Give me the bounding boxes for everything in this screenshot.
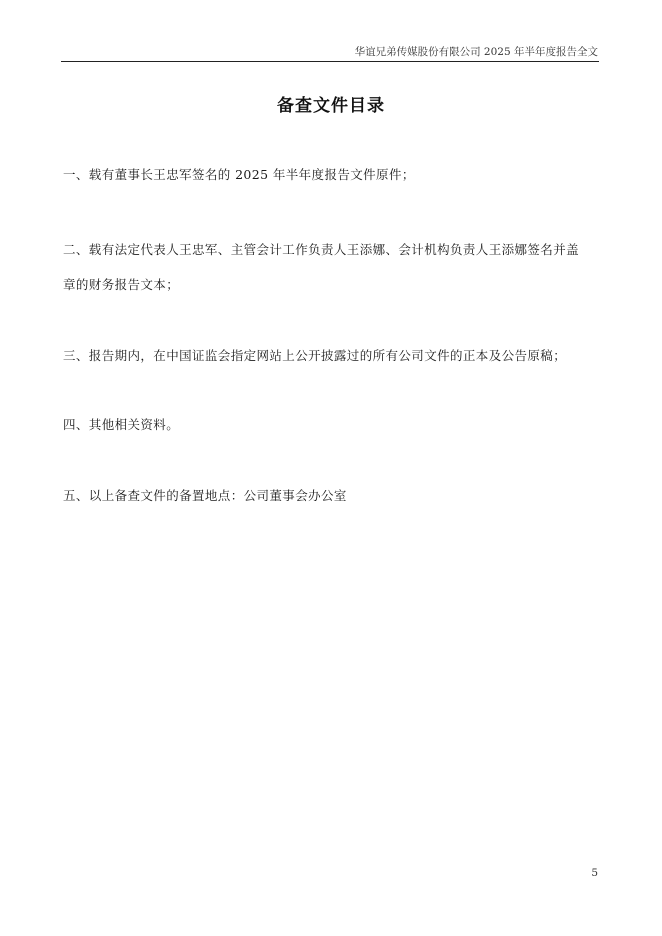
list-item-1: 一、载有董事长王忠军签名的 2025 年半年度报告文件原件； (63, 167, 415, 182)
running-header: 华谊兄弟传媒股份有限公司 2025 年半年度报告全文 (354, 46, 598, 58)
page-number: 5 (591, 867, 598, 879)
list-item-3: 三、报告期内，在中国证监会指定网站上公开披露过的所有公司文件的正本及公告原稿； (63, 348, 567, 363)
header-divider (61, 61, 599, 62)
list-item-2-line-2: 章的财务报告文本； (63, 277, 180, 292)
page-title: 备查文件目录 (277, 96, 385, 116)
list-item-4: 四、其他相关资料。 (63, 417, 180, 432)
list-item-2-line-1: 二、载有法定代表人王忠军、主管会计工作负责人王添娜、会计机构负责人王添娜签名并盖 (63, 242, 580, 257)
list-item-5: 五、以上备查文件的备置地点：公司董事会办公室 (63, 488, 347, 503)
